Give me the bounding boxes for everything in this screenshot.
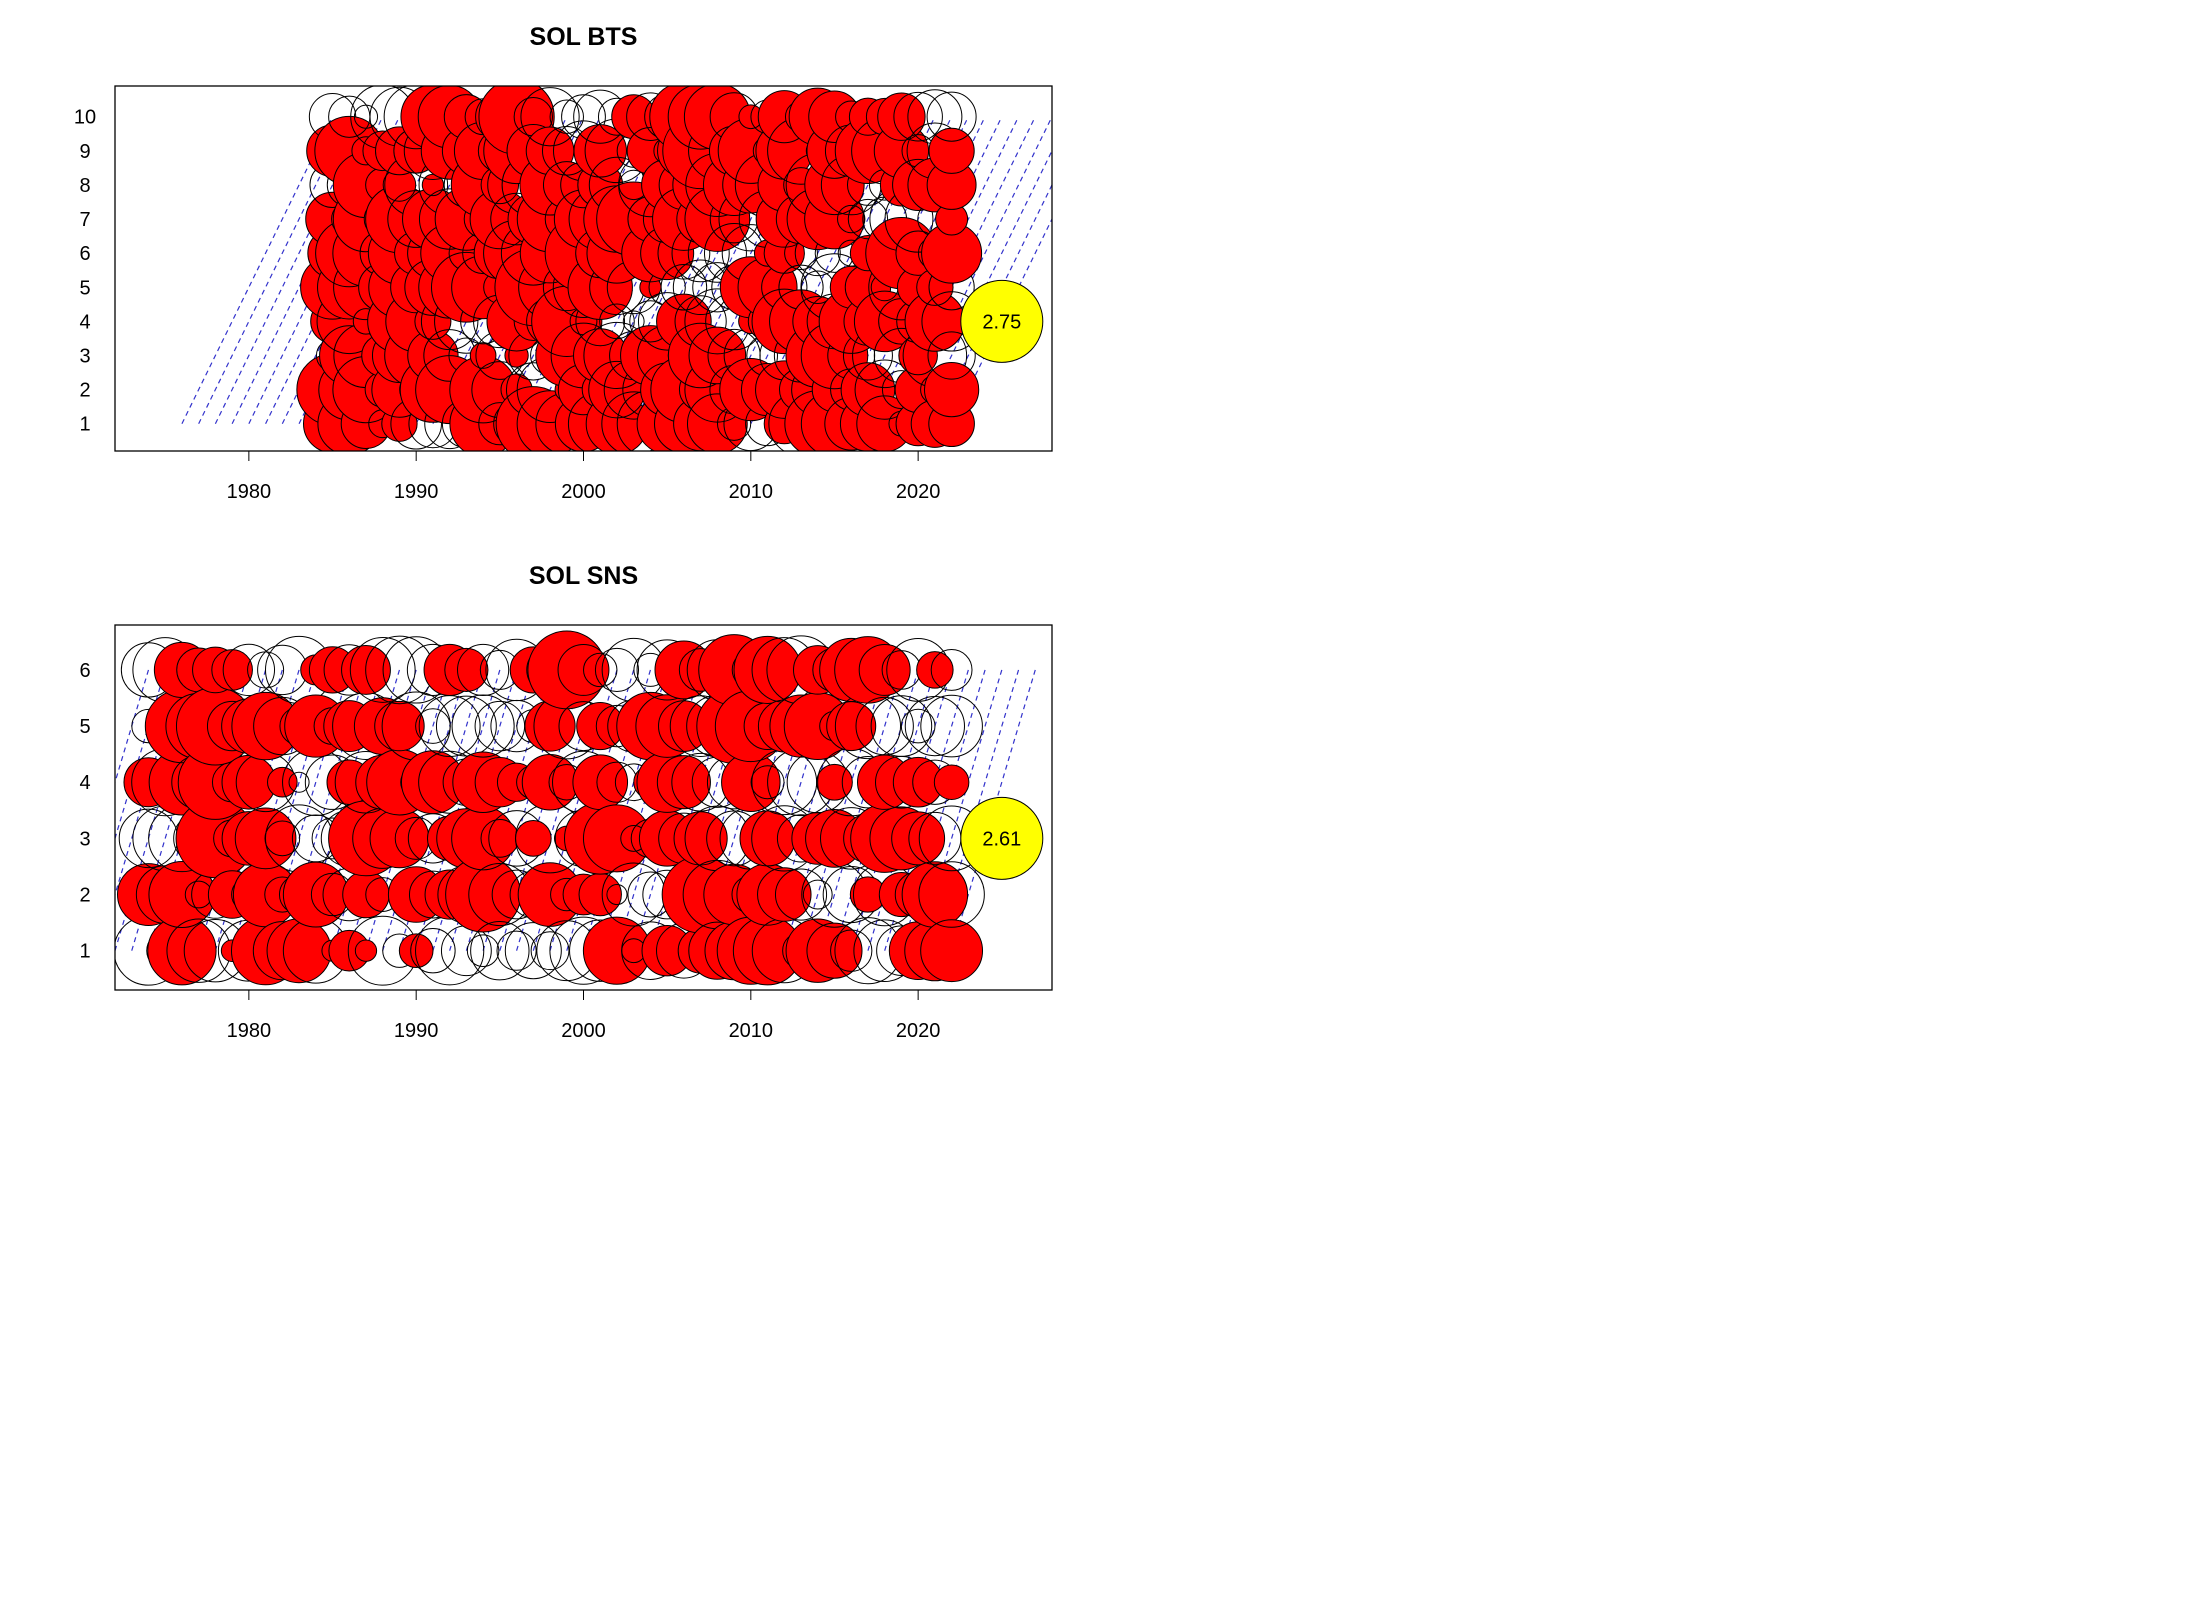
residual-bubble xyxy=(505,923,561,979)
residual-bubble xyxy=(734,636,801,703)
x-tick-label: 2010 xyxy=(728,481,774,503)
y-tick-label: 6 xyxy=(79,659,91,682)
x-tick-label: 2020 xyxy=(895,1020,941,1042)
residual-bubble xyxy=(934,765,969,800)
y-tick-label: 7 xyxy=(79,209,91,232)
y-tick-label: 6 xyxy=(79,243,91,266)
y-tick-label: 4 xyxy=(79,772,91,795)
y-tick-label: 3 xyxy=(79,345,91,368)
y-tick-label: 3 xyxy=(79,828,91,851)
residual-bubble xyxy=(878,93,925,140)
x-tick-label: 2010 xyxy=(728,1020,774,1042)
y-tick-label: 5 xyxy=(79,277,91,300)
residual-bubble xyxy=(212,650,253,691)
sol-bts-panel xyxy=(74,23,1102,503)
residual-bubble xyxy=(921,920,983,982)
residual-bubble xyxy=(859,644,910,695)
x-tick-label: 2000 xyxy=(561,1020,606,1042)
y-tick-label: 1 xyxy=(79,413,91,436)
max-residual-label: 2.61 xyxy=(982,828,1022,851)
chart-title: SOL BTS xyxy=(529,23,638,51)
residual-bubble xyxy=(902,862,967,927)
plot-area xyxy=(182,79,1102,461)
max-residual-label: 2.75 xyxy=(982,311,1022,334)
x-tick-label: 2000 xyxy=(561,481,606,503)
residual-bubble xyxy=(674,812,727,865)
residual-bubble xyxy=(355,940,376,961)
residual-bubble xyxy=(283,862,348,927)
residual-bubble xyxy=(573,755,628,810)
residual-bubble xyxy=(579,873,621,915)
residual-bubble xyxy=(924,362,978,416)
x-tick-label: 1990 xyxy=(393,1020,439,1042)
residual-bubble xyxy=(445,648,488,691)
residual-bubble xyxy=(481,820,519,858)
residual-bubble xyxy=(817,764,853,800)
chart-title: SOL SNS xyxy=(528,562,639,590)
residual-bubble xyxy=(892,812,945,865)
residual-bubble xyxy=(515,821,551,857)
y-tick-label: 5 xyxy=(79,716,91,739)
x-tick-label: 1990 xyxy=(393,481,439,503)
y-tick-label: 1 xyxy=(79,940,91,963)
y-tick-label: 10 xyxy=(73,106,97,129)
y-tick-label: 2 xyxy=(79,884,91,907)
x-tick-label: 2020 xyxy=(895,481,941,503)
residual-bubble xyxy=(522,754,578,810)
y-tick-label: 9 xyxy=(79,140,91,163)
x-tick-label: 1980 xyxy=(226,1020,272,1042)
y-tick-label: 8 xyxy=(79,174,91,197)
residual-bubble xyxy=(917,652,953,688)
plot-area xyxy=(65,631,1035,985)
residual-bubble xyxy=(657,756,710,809)
residual-bubble xyxy=(399,934,433,968)
sol-sns-panel xyxy=(65,562,1052,1042)
y-tick-label: 2 xyxy=(79,379,91,402)
y-tick-label: 4 xyxy=(79,311,91,334)
residual-bubble xyxy=(827,702,876,751)
x-tick-label: 1980 xyxy=(226,481,272,503)
